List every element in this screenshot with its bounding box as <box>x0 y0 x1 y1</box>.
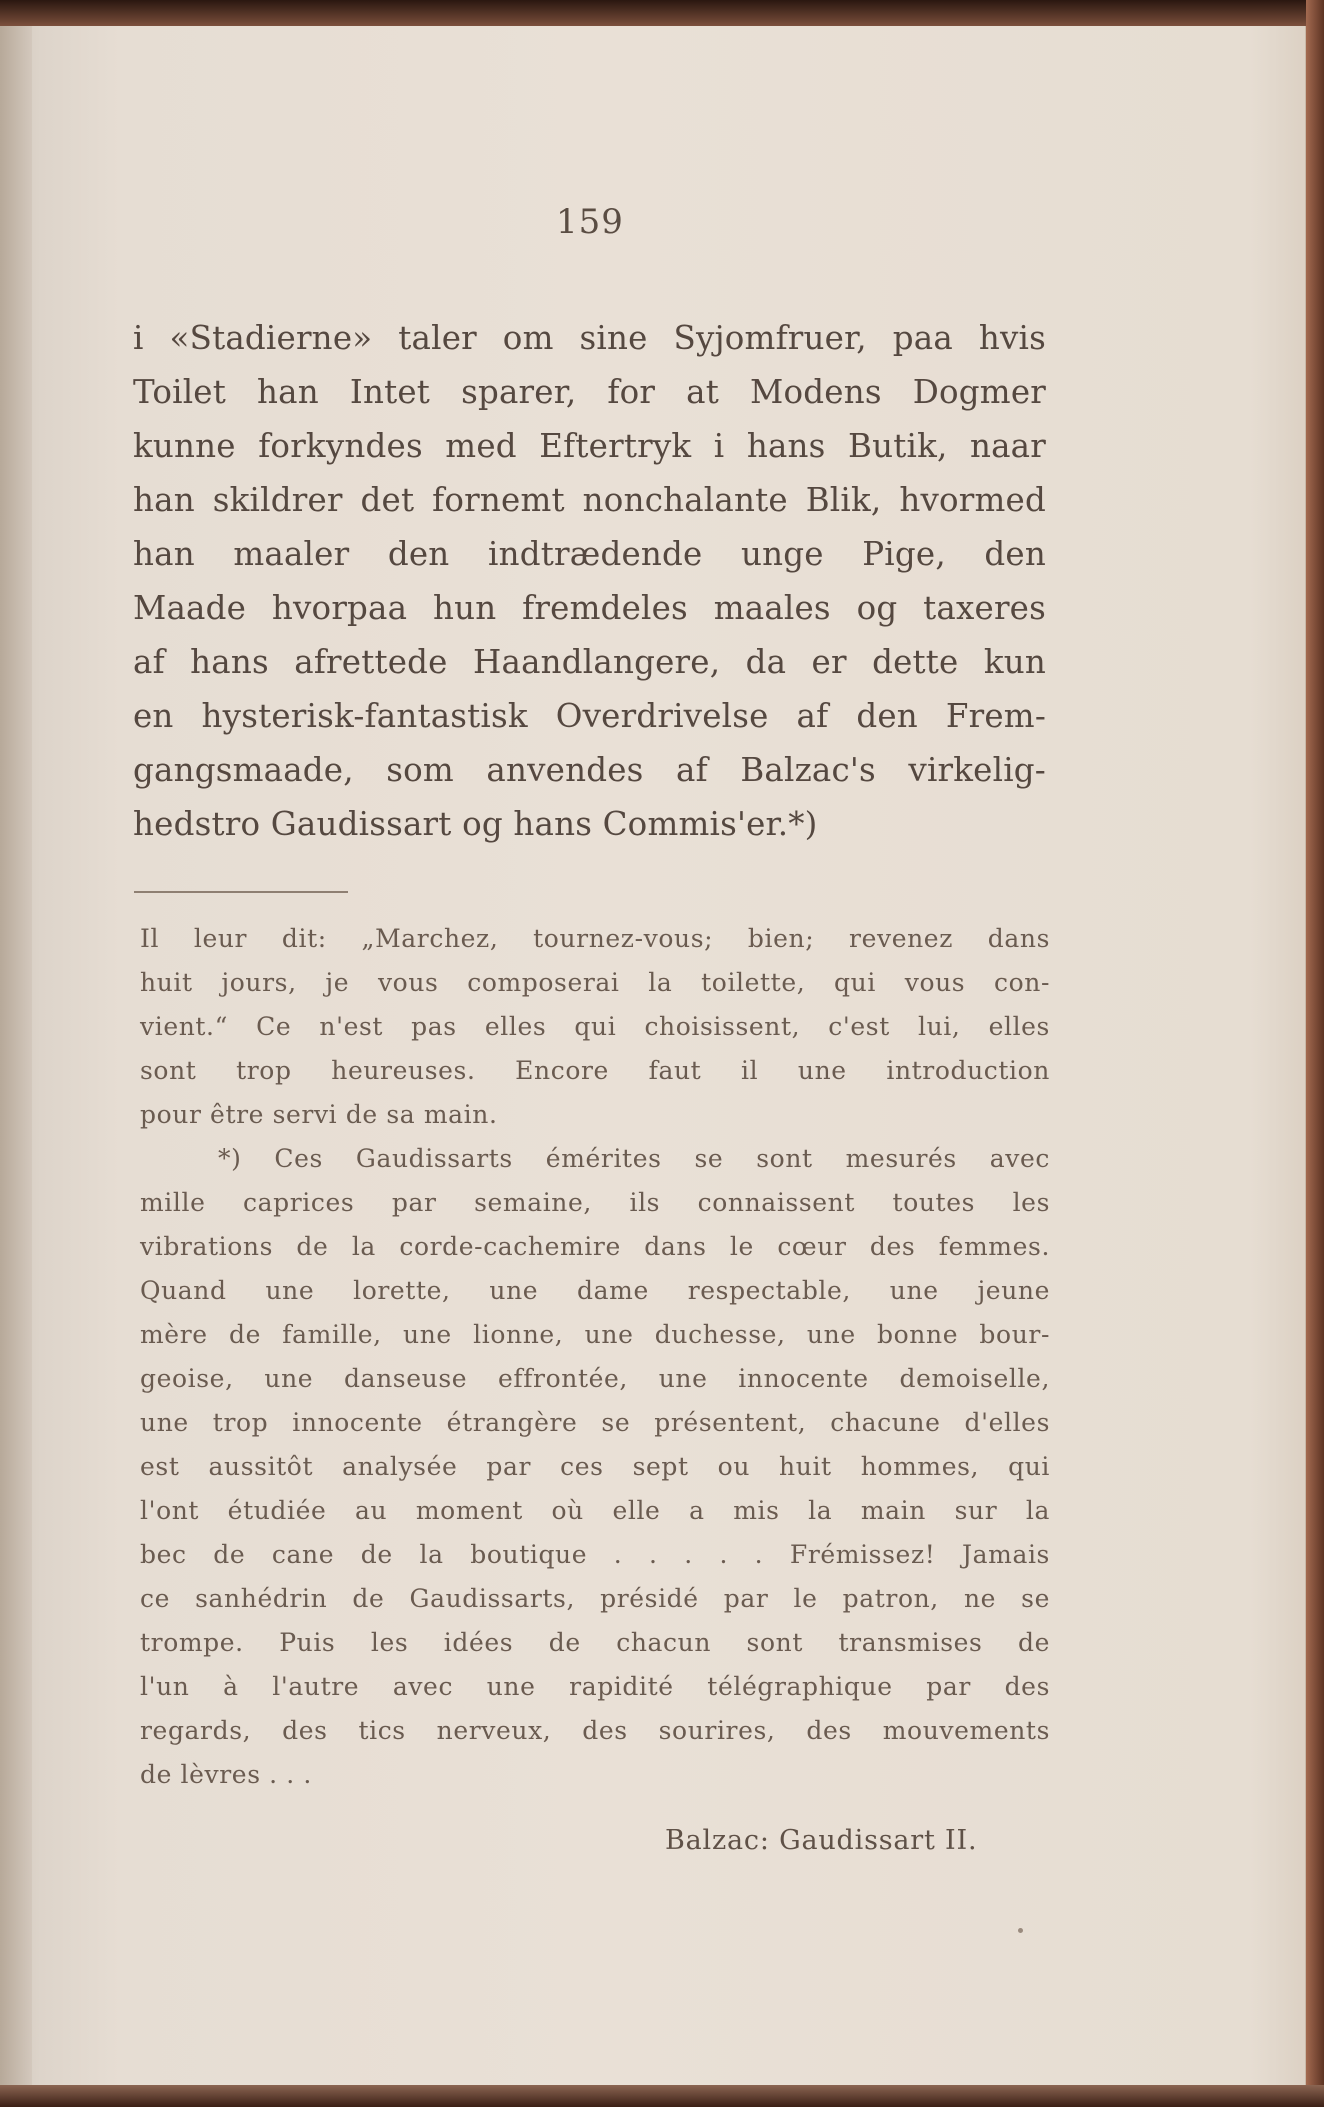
body-line: han maaler den indtrædende unge Pige, den <box>133 535 1046 573</box>
footnote-line: l'ont étudiée au moment où elle a mis la main sur la <box>140 1496 1050 1525</box>
body-line: Maade hvorpaa hun fremdeles maales og taxeres <box>133 589 1046 627</box>
footnote-line: sont trop heureuses. Encore faut il une introduction <box>140 1056 1050 1085</box>
footnote-line: vient.“ Ce n'est pas elles qui choisissent, c'est lui, elles <box>140 1012 1050 1041</box>
footnote-line: l'un à l'autre avec une rapidité télégraphique par des <box>140 1672 1050 1701</box>
book-cover-bottom-edge <box>0 2085 1324 2107</box>
footnote-separator-rule <box>134 891 348 893</box>
book-cover-right-edge <box>1306 0 1324 2107</box>
footnote-line: pour être servi de sa main. <box>140 1100 498 1129</box>
footnote-line: ce sanhédrin de Gaudissarts, présidé par le patron, ne se <box>140 1584 1050 1613</box>
footnote-line: mille caprices par semaine, ils connaissent toutes les <box>140 1188 1050 1217</box>
footnote-line: regards, des tics nerveux, des sourires, des mouvements <box>140 1716 1050 1745</box>
body-line: gangsmaade, som anvendes af Balzac's virkelig- <box>133 751 1046 789</box>
paper-speck <box>1018 1928 1023 1933</box>
body-line: Toilet han Intet sparer, for at Modens Dogmer <box>133 373 1046 411</box>
footnote-line: Il leur dit: „Marchez, tournez-vous; bien; revenez dans <box>140 924 1050 953</box>
footnote-line: Quand une lorette, une dame respectable, une jeune <box>140 1276 1050 1305</box>
footnote-line: huit jours, je vous composerai la toilette, qui vous con- <box>140 968 1050 997</box>
footnote-attribution: Balzac: Gaudissart II. <box>665 1825 978 1856</box>
footnote-line: trompe. Puis les idées de chacun sont transmises de <box>140 1628 1050 1657</box>
footnote-line: de lèvres . . . <box>140 1760 312 1789</box>
footnote-line: geoise, une danseuse effrontée, une innocente demoiselle, <box>140 1364 1050 1393</box>
book-page <box>0 26 1308 2088</box>
footnote-line: bec de cane de la boutique . . . . . Frémissez! Jamais <box>140 1540 1050 1569</box>
body-line: i «Stadierne» taler om sine Syjomfruer, paa hvis <box>133 319 1046 357</box>
body-line: en hysterisk-fantastisk Overdrivelse af den Frem- <box>133 697 1046 735</box>
body-line: han skildrer det fornemt nonchalante Blik, hvormed <box>133 481 1046 519</box>
footnote-line: mère de famille, une lionne, une duchesse, une bonne bour- <box>140 1320 1050 1349</box>
footnote-line: *) Ces Gaudissarts émérites se sont mesurés avec <box>218 1144 1050 1173</box>
body-line: hedstro Gaudissart og hans Commis'er.*) <box>133 805 818 843</box>
footnote-line: est aussitôt analysée par ces sept ou huit hommes, qui <box>140 1452 1050 1481</box>
footnote-line: vibrations de la corde-cachemire dans le cœur des femmes. <box>140 1232 1050 1261</box>
body-line: af hans afrettede Haandlangere, da er dette kun <box>133 643 1046 681</box>
footnote-line: une trop innocente étrangère se présentent, chacune d'elles <box>140 1408 1050 1437</box>
page-number: 159 <box>556 202 624 242</box>
page-gutter-shadow <box>0 26 32 2088</box>
body-line: kunne forkyndes med Eftertryk i hans Butik, naar <box>133 427 1046 465</box>
